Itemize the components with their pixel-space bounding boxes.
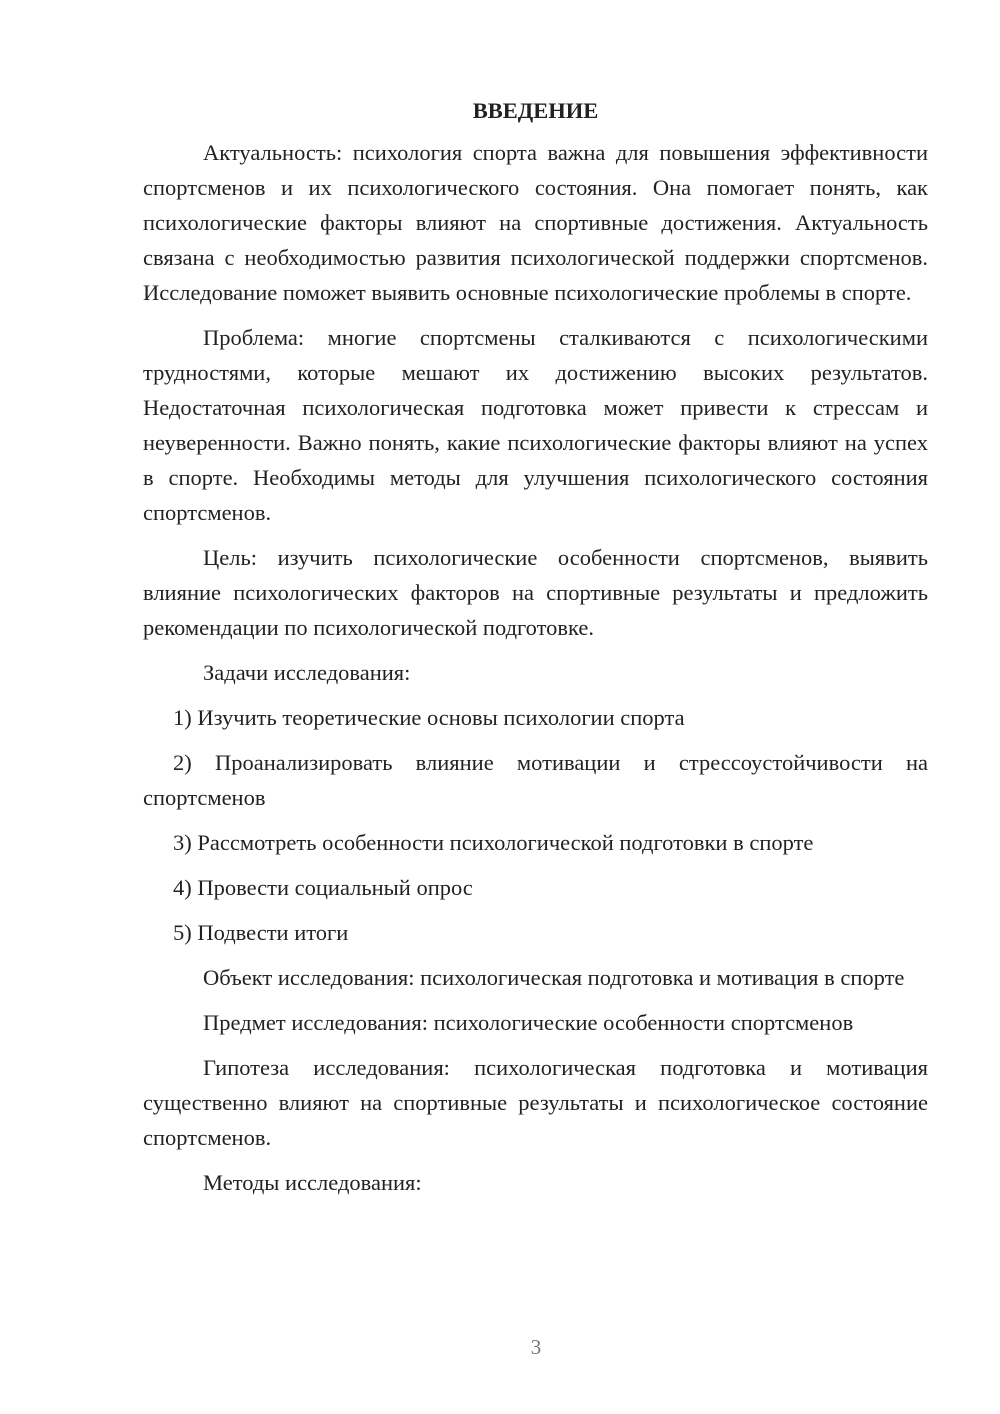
task-item-1: 1) Изучить теоретические основы психологии спорта bbox=[173, 705, 685, 730]
page-number: 3 bbox=[530, 1335, 542, 1359]
task-item-3: 3) Рассмотреть особенности психологической подготовки в спорте bbox=[173, 830, 814, 855]
paragraph-subject: Предмет исследования: психологические особенности спортсменов bbox=[203, 1010, 854, 1035]
paragraph-relevance: Актуальность: психология спорта важна для повышения эффективности спортсменов и их психологического состояния. Она помогает понять, как психологические факторы влияют на спортивные достижения. Актуальность связана с необходимостью развития психологической поддержки спортсменов. Исследование поможет выявить основные психологические проблемы в спорте. bbox=[143, 140, 928, 305]
task-item-5: 5) Подвести итоги bbox=[173, 920, 349, 945]
paragraph-hypothesis: Гипотеза исследования: психологическая подготовка и мотивация существенно влияют на спортивные результаты и психологическое состояние спортсменов. bbox=[143, 1055, 928, 1150]
task-item-2: 2) Проанализировать влияние мотивации и стрессоустойчивости на спортсменов bbox=[143, 750, 928, 810]
paragraph-methods: Методы исследования: bbox=[203, 1170, 422, 1195]
page-content bbox=[143, 93, 928, 1210]
paragraph-goal: Цель: изучить психологические особенности спортсменов, выявить влияние психологических факторов на спортивные результаты и предложить рекомендации по психологической подготовке. bbox=[143, 545, 928, 640]
paragraph-object: Объект исследования: психологическая подготовка и мотивация в спорте bbox=[203, 965, 905, 990]
task-item-4: 4) Провести социальный опрос bbox=[173, 875, 473, 900]
paragraph-tasks-heading: Задачи исследования: bbox=[203, 660, 411, 685]
section-title: ВВЕДЕНИЕ bbox=[472, 98, 599, 123]
paragraph-problem: Проблема: многие спортсмены сталкиваются с психологическими трудностями, которые мешают их достижению высоких результатов. Недостаточная психологическая подготовка может привести к стрессам и неуверенности. Важно понять, какие психологические факторы влияют на успех в спорте. Необходимы методы для улучшения психологического состояния спортсменов. bbox=[143, 325, 928, 525]
